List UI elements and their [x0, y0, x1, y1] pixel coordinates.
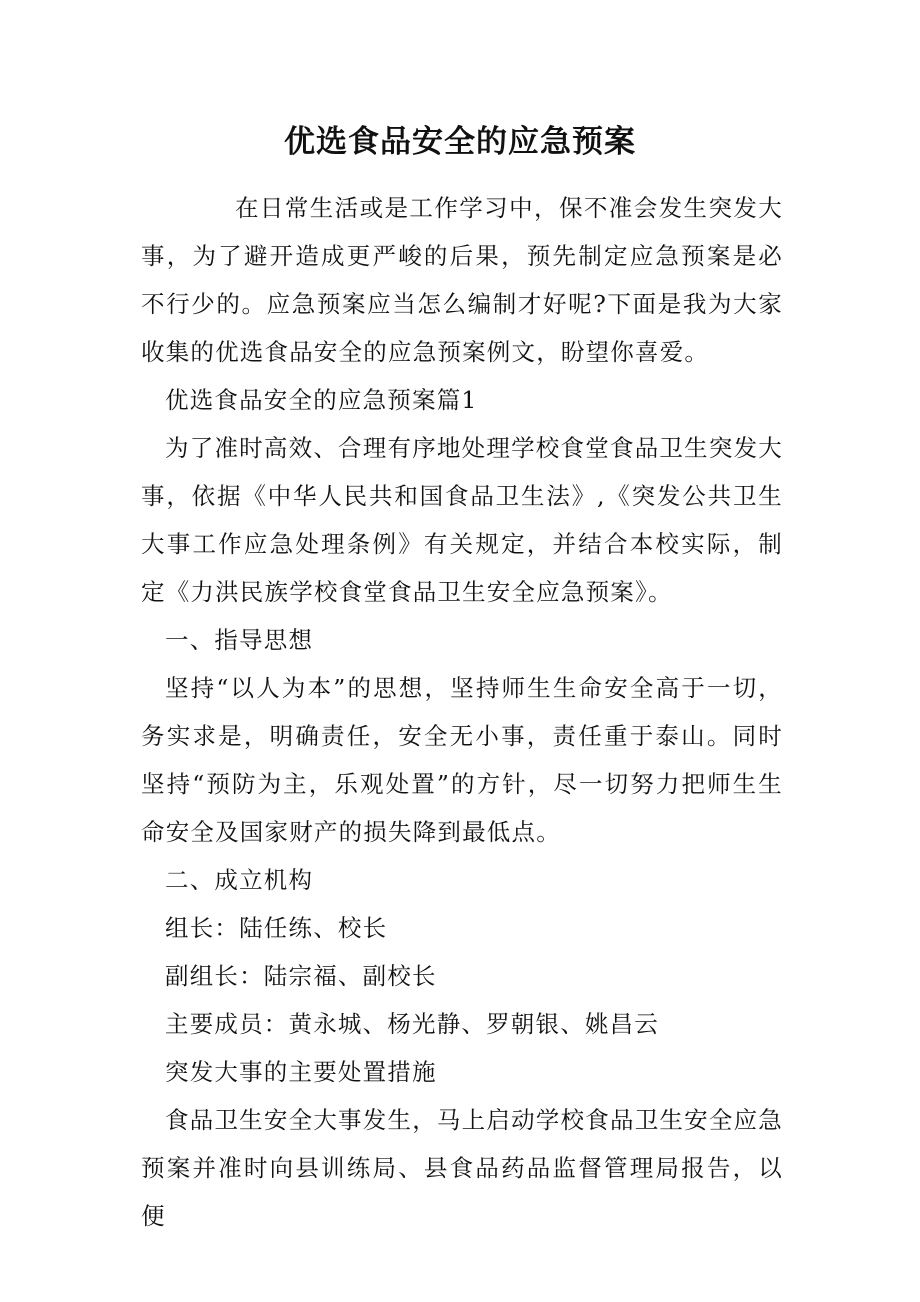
section-heading-measures: 突发大事的主要处置措施 [165, 1058, 437, 1086]
section-heading-guiding-principle: 一、指导思想 [165, 626, 314, 654]
intro-paragraph: 在日常生活或是工作学习中，保不准会发生突发大事，为了避开造成更严峻的后果，预先制定应急预案是必不行少的。应急预案应当怎么编制才好呢?下面是我为大家收集的优选食品安全的应急预案例文，盼望你喜爱。 [141, 194, 783, 366]
section-heading-organization: 二、成立机构 [165, 866, 314, 894]
measures-paragraph: 食品卫生安全大事发生，马上启动学校食品卫生安全应急预案并准时向县训练局、县食品药品监督管理局报告，以便 [141, 1106, 783, 1230]
section-heading-article-1: 优选食品安全的应急预案篇1 [165, 386, 478, 414]
document-title: 优选食品安全的应急预案 [284, 124, 636, 160]
document-body [141, 184, 783, 1240]
guiding-principle-paragraph: 坚持“以人为本”的思想，坚持师生生命安全高于一切，务实求是，明确责任，安全无小事，责任重于泰山。同时坚持“预防为主，乐观处置”的方针，尽一切努力把师生生命安全及国家财产的损失降到最低点。 [141, 674, 783, 846]
team-leader-line: 组长：陆任练、校长 [165, 914, 388, 942]
deputy-leader-line: 副组长：陆宗福、副校长 [165, 962, 437, 990]
main-members-line: 主要成员：黄永城、杨光静、罗朝银、姚昌云 [165, 1010, 659, 1038]
purpose-paragraph: 为了准时高效、合理有序地处理学校食堂食品卫生突发大事，依据《中华人民共和国食品卫生法》,《突发公共卫生大事工作应急处理条例》有关规定，并结合本校实际，制定《力洪民族学校食堂食品卫生安全应急预案》。 [141, 434, 783, 606]
